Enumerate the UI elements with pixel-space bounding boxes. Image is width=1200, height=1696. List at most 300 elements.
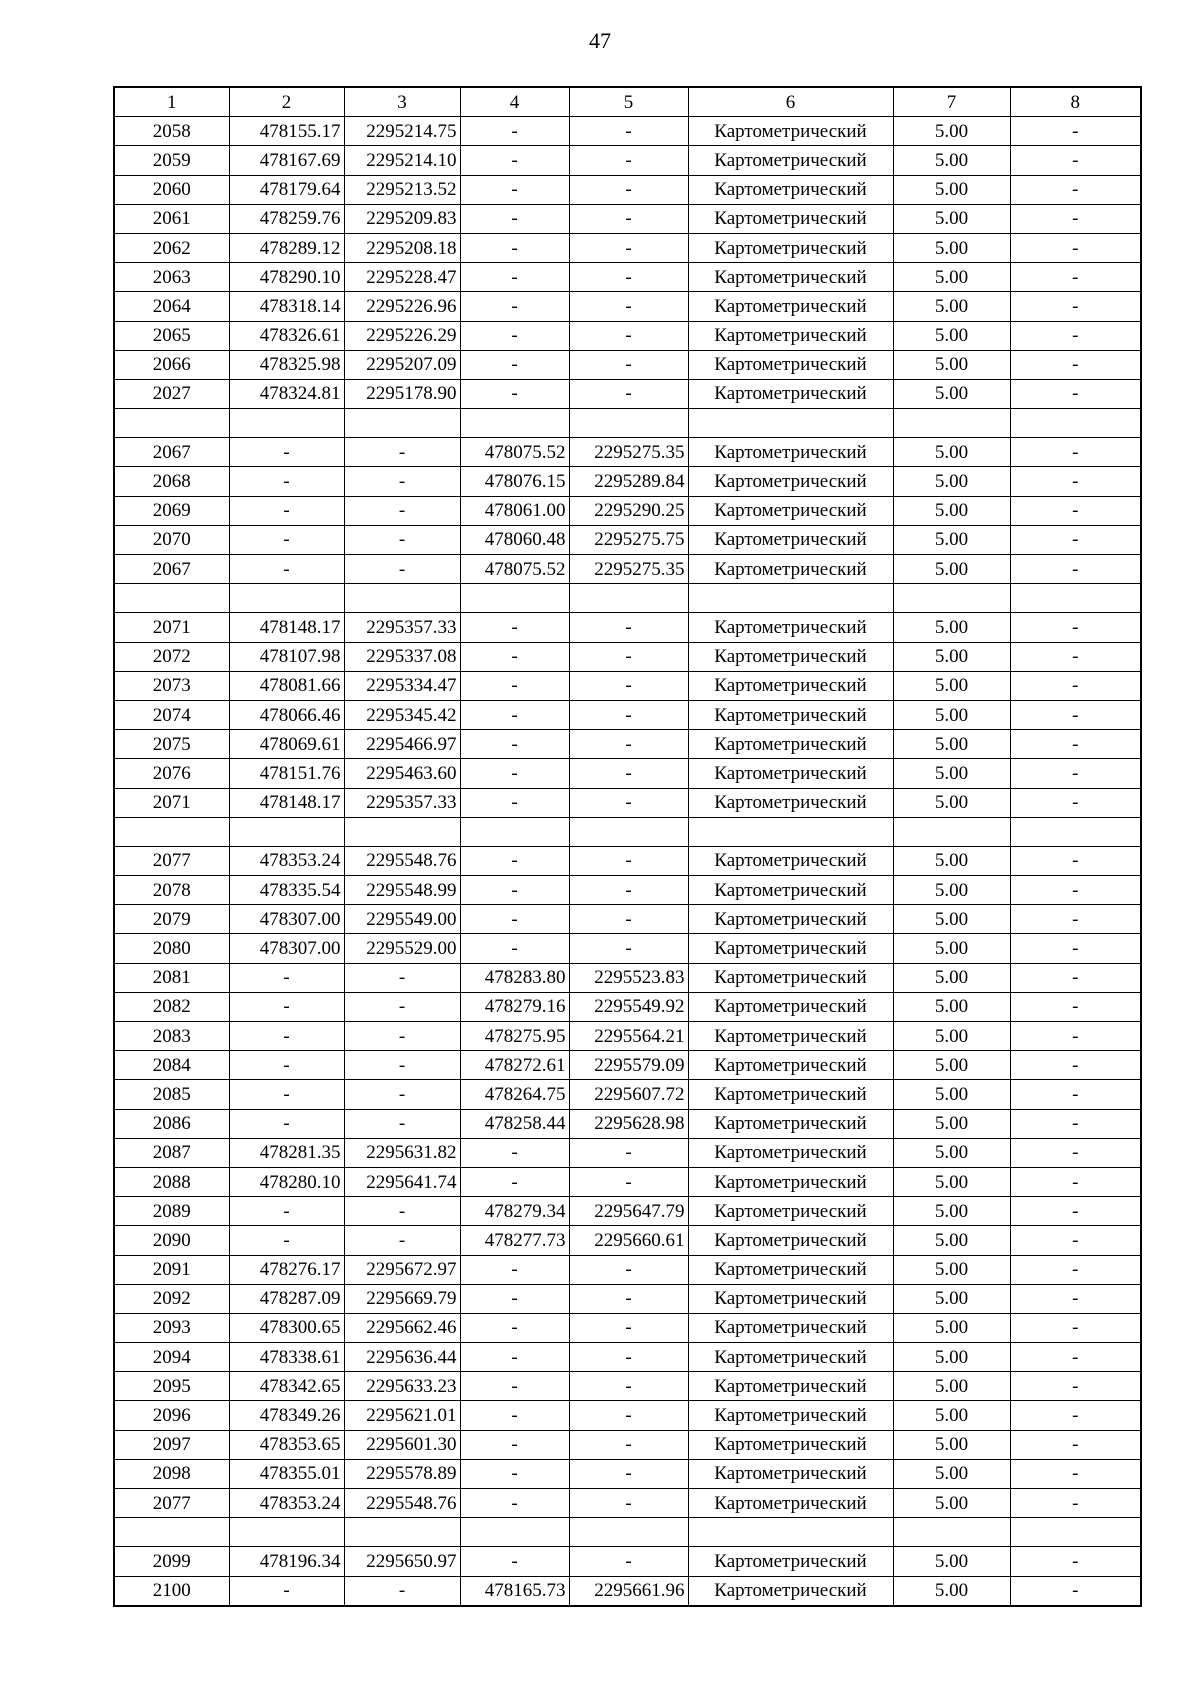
cell-point-number: 2072 (114, 642, 229, 671)
cell-y-new: - (569, 292, 688, 321)
cell-x-new: 478283.80 (460, 963, 569, 992)
cell-x-new: - (460, 1284, 569, 1313)
cell-y-new: - (569, 117, 688, 146)
cell-y-existing: 2295548.99 (344, 876, 460, 905)
table-row (114, 1109, 1141, 1138)
cell-accuracy: 5.00 (893, 905, 1010, 934)
cell-y-new: 2295660.61 (569, 1226, 688, 1255)
cell-description: - (1010, 204, 1141, 233)
cell-y-existing: 2295214.10 (344, 146, 460, 175)
cell-point-number: 2070 (114, 525, 229, 554)
cell-y-existing: - (344, 525, 460, 554)
cell-point-number: 2095 (114, 1372, 229, 1401)
cell-x-new: - (460, 1430, 569, 1459)
cell-y-new: - (569, 1430, 688, 1459)
cell-y-existing: 2295207.09 (344, 350, 460, 379)
cell-method: Картометрический (688, 1167, 893, 1196)
cell-y-new: 2295628.98 (569, 1109, 688, 1138)
cell-point-number: 2081 (114, 963, 229, 992)
cell-point-number: 2076 (114, 759, 229, 788)
table-row (114, 146, 1141, 175)
cell-method: Картометрический (688, 1459, 893, 1488)
cell-y-new: - (569, 671, 688, 700)
cell-y-existing: - (344, 467, 460, 496)
cell-x-new: - (460, 1401, 569, 1430)
cell-description: - (1010, 467, 1141, 496)
cell-x-new: 478075.52 (460, 438, 569, 467)
cell-description: - (1010, 934, 1141, 963)
cell-point-number: 2074 (114, 700, 229, 729)
cell-description: - (1010, 1197, 1141, 1226)
cell-method: Картометрический (688, 321, 893, 350)
cell-x-existing: 478259.76 (229, 204, 344, 233)
cell-point-number: 2065 (114, 321, 229, 350)
cell-method: Картометрический (688, 934, 893, 963)
cell-point-number: 2058 (114, 117, 229, 146)
cell-description: - (1010, 846, 1141, 875)
cell-x-existing: 478342.65 (229, 1372, 344, 1401)
cell-y-new: - (569, 759, 688, 788)
cell-x-new: - (460, 233, 569, 262)
cell-y-existing: 2295213.52 (344, 175, 460, 204)
cell-x-existing: 478324.81 (229, 379, 344, 408)
cell-method: Картометрический (688, 525, 893, 554)
cell-y-new: 2295275.35 (569, 555, 688, 584)
cell-y-new: 2295523.83 (569, 963, 688, 992)
cell-y-new: - (569, 613, 688, 642)
cell-x-new: - (460, 1313, 569, 1342)
cell-method: Картометрический (688, 438, 893, 467)
cell-description: - (1010, 788, 1141, 817)
cell-x-new: - (460, 1547, 569, 1576)
cell-point-number: 2067 (114, 438, 229, 467)
cell-x-existing: 478196.34 (229, 1547, 344, 1576)
cell-accuracy: 5.00 (893, 963, 1010, 992)
cell-accuracy: 5.00 (893, 1255, 1010, 1284)
cell-y-existing: 2295601.30 (344, 1430, 460, 1459)
cell-accuracy: 5.00 (893, 117, 1010, 146)
cell-point-number: 2063 (114, 263, 229, 292)
cell-point-number: 2088 (114, 1167, 229, 1196)
cell-method: Картометрический (688, 204, 893, 233)
cell-method: Картометрический (688, 1401, 893, 1430)
cell-method (688, 1518, 893, 1547)
cell-description: - (1010, 1489, 1141, 1518)
cell-x-new: - (460, 146, 569, 175)
cell-y-new: - (569, 379, 688, 408)
cell-y-new: - (569, 1284, 688, 1313)
cell-y-new (569, 409, 688, 438)
cell-point-number (114, 817, 229, 846)
cell-description: - (1010, 1284, 1141, 1313)
cell-method: Картометрический (688, 467, 893, 496)
cell-y-new: 2295647.79 (569, 1197, 688, 1226)
cell-accuracy: 5.00 (893, 1284, 1010, 1313)
cell-y-new: - (569, 175, 688, 204)
cell-x-existing: 478167.69 (229, 146, 344, 175)
cell-method: Картометрический (688, 759, 893, 788)
table-row (114, 671, 1141, 700)
cell-y-new: - (569, 233, 688, 262)
cell-point-number: 2086 (114, 1109, 229, 1138)
cell-y-new: 2295289.84 (569, 467, 688, 496)
cell-x-existing: 478318.14 (229, 292, 344, 321)
table-row (114, 175, 1141, 204)
cell-description: - (1010, 146, 1141, 175)
table-row (114, 876, 1141, 905)
cell-method: Картометрический (688, 876, 893, 905)
cell-accuracy: 5.00 (893, 613, 1010, 642)
cell-x-existing (229, 409, 344, 438)
cell-y-existing: - (344, 1226, 460, 1255)
cell-description: - (1010, 876, 1141, 905)
coordinates-table (113, 86, 1142, 1607)
cell-x-new: - (460, 1343, 569, 1372)
column-header: 7 (893, 87, 1010, 117)
cell-x-existing: 478353.65 (229, 1430, 344, 1459)
cell-x-existing: 478353.24 (229, 1489, 344, 1518)
table-row (114, 788, 1141, 817)
cell-point-number: 2064 (114, 292, 229, 321)
cell-y-existing: 2295226.29 (344, 321, 460, 350)
column-header: 1 (114, 87, 229, 117)
cell-description: - (1010, 1138, 1141, 1167)
cell-description: - (1010, 438, 1141, 467)
table-row (114, 642, 1141, 671)
cell-accuracy: 5.00 (893, 1226, 1010, 1255)
cell-accuracy: 5.00 (893, 846, 1010, 875)
cell-description: - (1010, 759, 1141, 788)
table-row (114, 263, 1141, 292)
cell-y-existing: - (344, 1197, 460, 1226)
cell-x-existing (229, 817, 344, 846)
cell-y-new: - (569, 263, 688, 292)
cell-x-new: 478061.00 (460, 496, 569, 525)
table-row (114, 204, 1141, 233)
cell-description: - (1010, 525, 1141, 554)
table-row (114, 1197, 1141, 1226)
cell-method: Картометрический (688, 1138, 893, 1167)
cell-x-existing: 478307.00 (229, 905, 344, 934)
cell-point-number: 2077 (114, 846, 229, 875)
table-row (114, 613, 1141, 642)
column-header: 5 (569, 87, 688, 117)
cell-method: Картометрический (688, 1576, 893, 1606)
cell-x-new: 478165.73 (460, 1576, 569, 1606)
cell-description: - (1010, 730, 1141, 759)
cell-y-existing: 2295337.08 (344, 642, 460, 671)
cell-description: - (1010, 992, 1141, 1021)
cell-y-existing: 2295669.79 (344, 1284, 460, 1313)
cell-x-existing: 478081.66 (229, 671, 344, 700)
cell-y-new: - (569, 204, 688, 233)
cell-x-existing: - (229, 1226, 344, 1255)
cell-accuracy: 5.00 (893, 496, 1010, 525)
table-header-row (114, 87, 1141, 117)
cell-method: Картометрический (688, 1051, 893, 1080)
cell-y-new: - (569, 1489, 688, 1518)
cell-x-existing: - (229, 1576, 344, 1606)
table-row (114, 1547, 1141, 1576)
cell-description: - (1010, 350, 1141, 379)
cell-x-new (460, 584, 569, 613)
cell-accuracy: 5.00 (893, 525, 1010, 554)
cell-accuracy: 5.00 (893, 379, 1010, 408)
cell-method: Картометрический (688, 350, 893, 379)
cell-description (1010, 584, 1141, 613)
cell-method: Картометрический (688, 700, 893, 729)
cell-accuracy: 5.00 (893, 1576, 1010, 1606)
cell-x-existing: - (229, 496, 344, 525)
cell-description: - (1010, 175, 1141, 204)
cell-y-existing: 2295345.42 (344, 700, 460, 729)
cell-y-existing: 2295633.23 (344, 1372, 460, 1401)
cell-description: - (1010, 233, 1141, 262)
cell-description: - (1010, 613, 1141, 642)
cell-method: Картометрический (688, 1197, 893, 1226)
cell-y-existing: 2295650.97 (344, 1547, 460, 1576)
cell-x-existing: 478338.61 (229, 1343, 344, 1372)
cell-y-existing: 2295214.75 (344, 117, 460, 146)
cell-method: Картометрический (688, 1430, 893, 1459)
cell-method: Картометрический (688, 233, 893, 262)
cell-x-new (460, 817, 569, 846)
column-header: 8 (1010, 87, 1141, 117)
cell-x-existing: 478307.00 (229, 934, 344, 963)
cell-accuracy: 5.00 (893, 700, 1010, 729)
cell-x-existing: 478349.26 (229, 1401, 344, 1430)
cell-description (1010, 409, 1141, 438)
table-row (114, 233, 1141, 262)
cell-point-number: 2071 (114, 788, 229, 817)
cell-description: - (1010, 1576, 1141, 1606)
cell-description: - (1010, 1022, 1141, 1051)
cell-x-existing: 478287.09 (229, 1284, 344, 1313)
cell-y-existing: 2295672.97 (344, 1255, 460, 1284)
cell-method: Картометрический (688, 292, 893, 321)
cell-description: - (1010, 1547, 1141, 1576)
cell-method: Картометрический (688, 642, 893, 671)
cell-y-existing: 2295631.82 (344, 1138, 460, 1167)
cell-y-new: - (569, 700, 688, 729)
cell-y-existing (344, 409, 460, 438)
cell-y-new: - (569, 1401, 688, 1430)
cell-x-new: 478258.44 (460, 1109, 569, 1138)
cell-description: - (1010, 1459, 1141, 1488)
cell-x-new: - (460, 846, 569, 875)
cell-method: Картометрический (688, 730, 893, 759)
cell-point-number: 2083 (114, 1022, 229, 1051)
cell-accuracy: 5.00 (893, 350, 1010, 379)
cell-accuracy: 5.00 (893, 1372, 1010, 1401)
cell-method: Картометрический (688, 992, 893, 1021)
cell-y-existing: 2295226.96 (344, 292, 460, 321)
cell-x-new: - (460, 292, 569, 321)
table-row (114, 467, 1141, 496)
cell-x-existing: - (229, 1051, 344, 1080)
table-row (114, 1051, 1141, 1080)
table-row (114, 1576, 1141, 1606)
cell-y-new: - (569, 1372, 688, 1401)
cell-point-number: 2097 (114, 1430, 229, 1459)
table-row (114, 1226, 1141, 1255)
table-body (114, 87, 1141, 1606)
cell-y-existing: - (344, 438, 460, 467)
cell-y-existing: 2295228.47 (344, 263, 460, 292)
cell-y-existing: 2295662.46 (344, 1313, 460, 1342)
cell-x-existing: 478281.35 (229, 1138, 344, 1167)
cell-y-new: - (569, 1343, 688, 1372)
cell-x-new: - (460, 1167, 569, 1196)
cell-method: Картометрический (688, 263, 893, 292)
cell-y-existing: 2295178.90 (344, 379, 460, 408)
cell-accuracy: 5.00 (893, 1430, 1010, 1459)
cell-y-existing: - (344, 1576, 460, 1606)
cell-y-existing: 2295549.00 (344, 905, 460, 934)
table-row (114, 1022, 1141, 1051)
cell-accuracy: 5.00 (893, 730, 1010, 759)
cell-point-number: 2080 (114, 934, 229, 963)
cell-y-existing: 2295548.76 (344, 846, 460, 875)
cell-y-existing: 2295209.83 (344, 204, 460, 233)
cell-description: - (1010, 379, 1141, 408)
cell-x-new (460, 409, 569, 438)
cell-y-new: - (569, 1138, 688, 1167)
cell-point-number: 2060 (114, 175, 229, 204)
cell-x-new: - (460, 1255, 569, 1284)
cell-description: - (1010, 905, 1141, 934)
cell-method: Картометрический (688, 175, 893, 204)
cell-x-new: 478275.95 (460, 1022, 569, 1051)
cell-x-existing: 478290.10 (229, 263, 344, 292)
cell-method: Картометрический (688, 555, 893, 584)
table-row (114, 117, 1141, 146)
table-row (114, 1459, 1141, 1488)
cell-description: - (1010, 496, 1141, 525)
cell-point-number: 2075 (114, 730, 229, 759)
cell-y-existing: - (344, 1051, 460, 1080)
cell-x-new: - (460, 788, 569, 817)
cell-x-new: - (460, 204, 569, 233)
cell-x-new: 478277.73 (460, 1226, 569, 1255)
cell-point-number: 2079 (114, 905, 229, 934)
cell-x-new: - (460, 671, 569, 700)
table-row (114, 555, 1141, 584)
cell-point-number: 2071 (114, 613, 229, 642)
cell-x-existing: 478148.17 (229, 613, 344, 642)
cell-y-new: - (569, 146, 688, 175)
cell-x-new: 478279.34 (460, 1197, 569, 1226)
cell-x-new: - (460, 263, 569, 292)
cell-method: Картометрический (688, 905, 893, 934)
table-row (114, 1401, 1141, 1430)
cell-x-existing: - (229, 1080, 344, 1109)
cell-method: Картометрический (688, 496, 893, 525)
cell-y-existing: - (344, 555, 460, 584)
cell-accuracy: 5.00 (893, 1022, 1010, 1051)
cell-x-existing: 478326.61 (229, 321, 344, 350)
column-header: 4 (460, 87, 569, 117)
cell-x-new: - (460, 876, 569, 905)
cell-accuracy: 5.00 (893, 175, 1010, 204)
cell-y-existing (344, 817, 460, 846)
cell-y-new: 2295661.96 (569, 1576, 688, 1606)
cell-y-existing: 2295208.18 (344, 233, 460, 262)
cell-description: - (1010, 1313, 1141, 1342)
cell-accuracy: 5.00 (893, 321, 1010, 350)
cell-x-new: 478060.48 (460, 525, 569, 554)
table-row (114, 1489, 1141, 1518)
cell-accuracy: 5.00 (893, 1167, 1010, 1196)
cell-x-existing (229, 1518, 344, 1547)
table-row (114, 905, 1141, 934)
cell-accuracy: 5.00 (893, 1197, 1010, 1226)
table-row (114, 1080, 1141, 1109)
cell-x-existing: 478300.65 (229, 1313, 344, 1342)
cell-x-existing: 478289.12 (229, 233, 344, 262)
cell-x-new: - (460, 1459, 569, 1488)
cell-y-existing: 2295578.89 (344, 1459, 460, 1488)
cell-description: - (1010, 1343, 1141, 1372)
cell-x-new: - (460, 642, 569, 671)
table-row (114, 1372, 1141, 1401)
cell-x-existing: 478151.76 (229, 759, 344, 788)
cell-x-new: - (460, 730, 569, 759)
cell-y-new: - (569, 905, 688, 934)
cell-y-new: - (569, 1255, 688, 1284)
cell-point-number: 2073 (114, 671, 229, 700)
cell-description: - (1010, 1109, 1141, 1138)
cell-x-existing: - (229, 1109, 344, 1138)
cell-point-number: 2093 (114, 1313, 229, 1342)
cell-x-existing: 478280.10 (229, 1167, 344, 1196)
cell-x-existing: - (229, 992, 344, 1021)
cell-y-existing: - (344, 1109, 460, 1138)
cell-y-new: 2295275.75 (569, 525, 688, 554)
cell-accuracy: 5.00 (893, 467, 1010, 496)
cell-point-number: 2078 (114, 876, 229, 905)
cell-method: Картометрический (688, 613, 893, 642)
cell-x-new: - (460, 350, 569, 379)
cell-x-existing: 478148.17 (229, 788, 344, 817)
table-row (114, 1138, 1141, 1167)
column-header: 2 (229, 87, 344, 117)
cell-point-number: 2069 (114, 496, 229, 525)
cell-x-existing: - (229, 1022, 344, 1051)
cell-x-new: - (460, 613, 569, 642)
cell-description: - (1010, 321, 1141, 350)
cell-accuracy: 5.00 (893, 1051, 1010, 1080)
cell-y-new: - (569, 846, 688, 875)
cell-y-existing: 2295641.74 (344, 1167, 460, 1196)
cell-y-new: 2295275.35 (569, 438, 688, 467)
cell-point-number: 2084 (114, 1051, 229, 1080)
table-row (114, 1430, 1141, 1459)
cell-x-existing: 478107.98 (229, 642, 344, 671)
cell-description: - (1010, 700, 1141, 729)
table-row (114, 292, 1141, 321)
cell-description: - (1010, 1255, 1141, 1284)
cell-method: Картометрический (688, 671, 893, 700)
cell-point-number: 2067 (114, 555, 229, 584)
cell-point-number: 2090 (114, 1226, 229, 1255)
cell-x-new: - (460, 905, 569, 934)
cell-y-existing: 2295357.33 (344, 613, 460, 642)
cell-point-number: 2062 (114, 233, 229, 262)
cell-point-number: 2087 (114, 1138, 229, 1167)
cell-description: - (1010, 1401, 1141, 1430)
cell-method: Картометрический (688, 1109, 893, 1138)
